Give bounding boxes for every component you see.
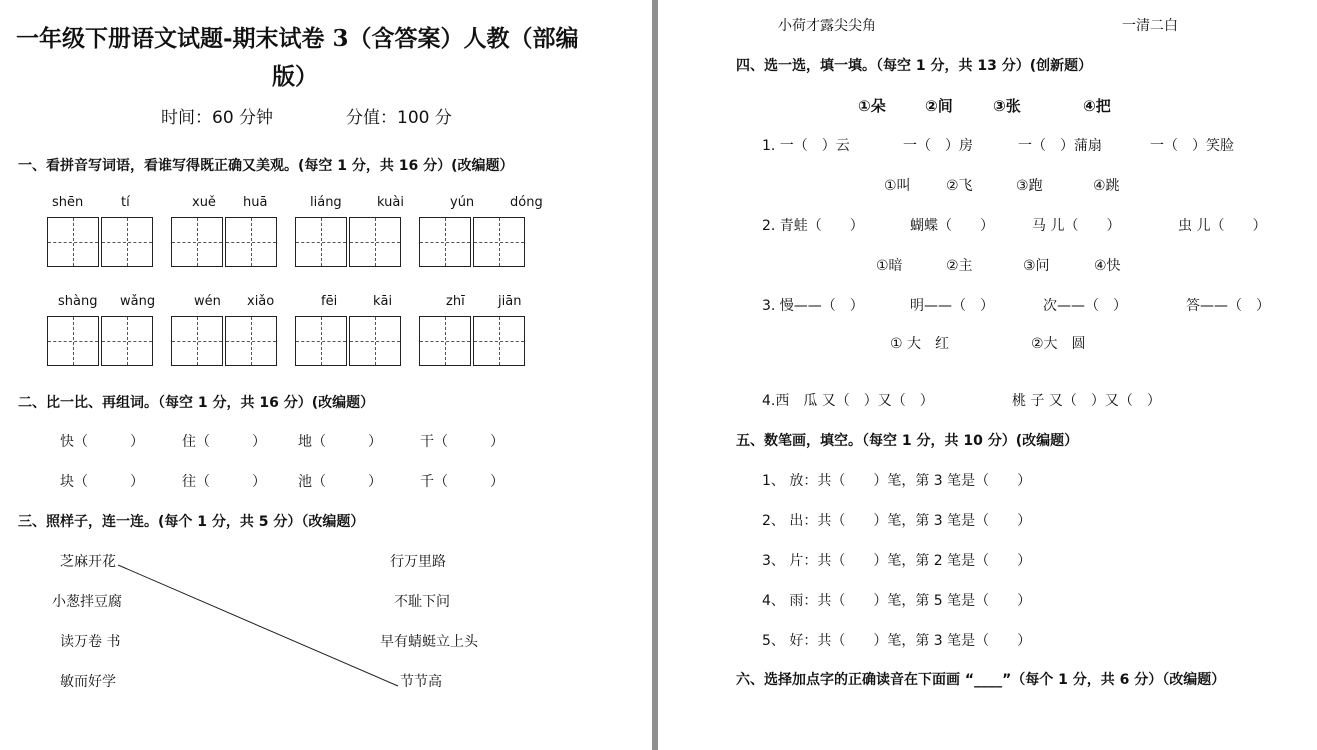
pinyin: dóng [510,195,543,210]
page-title-line2: 版） [272,63,318,90]
pinyin: yún [450,195,475,210]
section-3-heading: 三、照样子，连一连。(每个 1 分，共 5 分）（改编题） [18,514,365,530]
stroke-item[interactable]: 4、 雨：共（ ）笔，第 5 笔是（ ） [762,593,1032,609]
fill-item[interactable]: 答——（ ） [1186,298,1270,314]
match-left-item[interactable]: 小葱拌豆腐 [52,594,122,610]
section-1-heading: 一、看拼音写词语，看谁写得既正确又美观。(每空 1 分，共 16 分）(改编题） [18,158,514,174]
fill-item[interactable]: 虫 儿（ ） [1178,218,1267,234]
option: ②大 圆 [1031,336,1086,352]
option: ①朵 [858,97,886,115]
fill-item[interactable]: 一（ ）房 [903,138,973,154]
option: ①暗 [876,258,903,274]
option: ③问 [1023,258,1050,274]
word-blank[interactable]: 快（ ） [60,434,144,450]
pinyin: zhī [446,294,465,309]
leftover-match-right: 一清二白 [1122,18,1178,34]
section-4-heading: 四、选一选，填一填。（每空 1 分，共 13 分）(创新题） [736,58,1093,74]
option: ②主 [946,258,973,274]
pinyin: liáng [310,195,342,210]
option: ②间 [925,97,953,115]
fill-item[interactable]: 明——（ ） [910,298,994,314]
fill-item[interactable]: 一（ ）蒲扇 [1018,138,1102,154]
page-divider [652,0,658,750]
pinyin: wén [194,294,221,309]
pinyin: shēn [52,195,84,210]
exam-score: 分值：100 分 [346,108,452,128]
match-right-item[interactable]: 早有蜻蜓立上头 [380,634,478,650]
word-blank[interactable]: 往（ ） [182,474,266,490]
match-left-item[interactable]: 芝麻开花 [60,554,116,570]
option: ④把 [1083,97,1111,115]
option: ① 大 红 [890,336,950,352]
pinyin: wǎng [120,294,156,309]
section-2-heading: 二、比一比、再组词。（每空 1 分，共 16 分）(改编题） [18,395,375,411]
option: ②飞 [946,178,973,194]
fill-item[interactable]: 马 儿（ ） [1032,218,1121,234]
pinyin: huā [243,195,268,210]
match-right-item[interactable]: 节节高 [400,674,442,690]
fill-item[interactable]: 一（ ）笑脸 [1150,138,1234,154]
fill-item[interactable]: 2. 青蛙（ ） [762,218,864,234]
fill-item[interactable]: 1. 一（ ）云 [762,138,850,154]
page-title-line1: 一年级下册语文试题-期末试卷 3（含答案）人教（部编 [16,25,579,52]
fill-item[interactable]: 次——（ ） [1043,298,1127,314]
word-blank[interactable]: 池（ ） [298,474,382,490]
word-blank[interactable]: 千（ ） [420,474,504,490]
stroke-item[interactable]: 2、 出：共（ ）笔，第 3 笔是（ ） [762,513,1032,529]
option: ③跑 [1016,178,1043,194]
pinyin: kuài [377,195,404,210]
fill-item[interactable]: 桃 子 又（ ）又（ ） [1012,393,1161,409]
pinyin: fēi [321,294,338,309]
stroke-item[interactable]: 3、 片：共（ ）笔，第 2 笔是（ ） [762,553,1032,569]
exam-time: 时间：60 分钟 [161,108,274,128]
match-right-item[interactable]: 不耻下问 [394,594,450,610]
pinyin: xiǎo [247,294,275,309]
stroke-item[interactable]: 1、 放：共（ ）笔，第 3 笔是（ ） [762,473,1032,489]
match-left-item[interactable]: 读万卷 书 [60,634,121,650]
section-6-heading: 六、选择加点字的正确读音在下面画 “____”（每个 1 分，共 6 分）（改编题） [736,672,1226,688]
word-blank[interactable]: 干（ ） [420,434,504,450]
stroke-item[interactable]: 5、 好：共（ ）笔，第 3 笔是（ ） [762,633,1032,649]
fill-item[interactable]: 3. 慢——（ ） [762,298,864,314]
match-left-item[interactable]: 敏而好学 [60,674,116,690]
word-blank[interactable]: 住（ ） [182,434,266,450]
pinyin: jiān [498,294,522,309]
pinyin: kāi [373,294,393,309]
leftover-match-left: 小荷才露尖尖角 [778,18,876,34]
word-blank[interactable]: 地（ ） [298,434,382,450]
option: ④快 [1094,258,1121,274]
section-5-heading: 五、数笔画，填空。（每空 1 分，共 10 分）(改编题） [736,433,1079,449]
option: ①叫 [884,178,911,194]
word-blank[interactable]: 块（ ） [60,474,144,490]
fill-item[interactable]: 蝴蝶（ ） [910,218,994,234]
option: ④跳 [1093,178,1120,194]
example-match-line [0,0,652,750]
pinyin: shàng [58,294,98,309]
pinyin: tí [121,195,130,210]
fill-item[interactable]: 4.西 瓜 又（ ）又（ ） [762,393,934,409]
match-right-item[interactable]: 行万里路 [390,554,446,570]
pinyin: xuě [192,195,216,210]
option: ③张 [993,97,1021,115]
